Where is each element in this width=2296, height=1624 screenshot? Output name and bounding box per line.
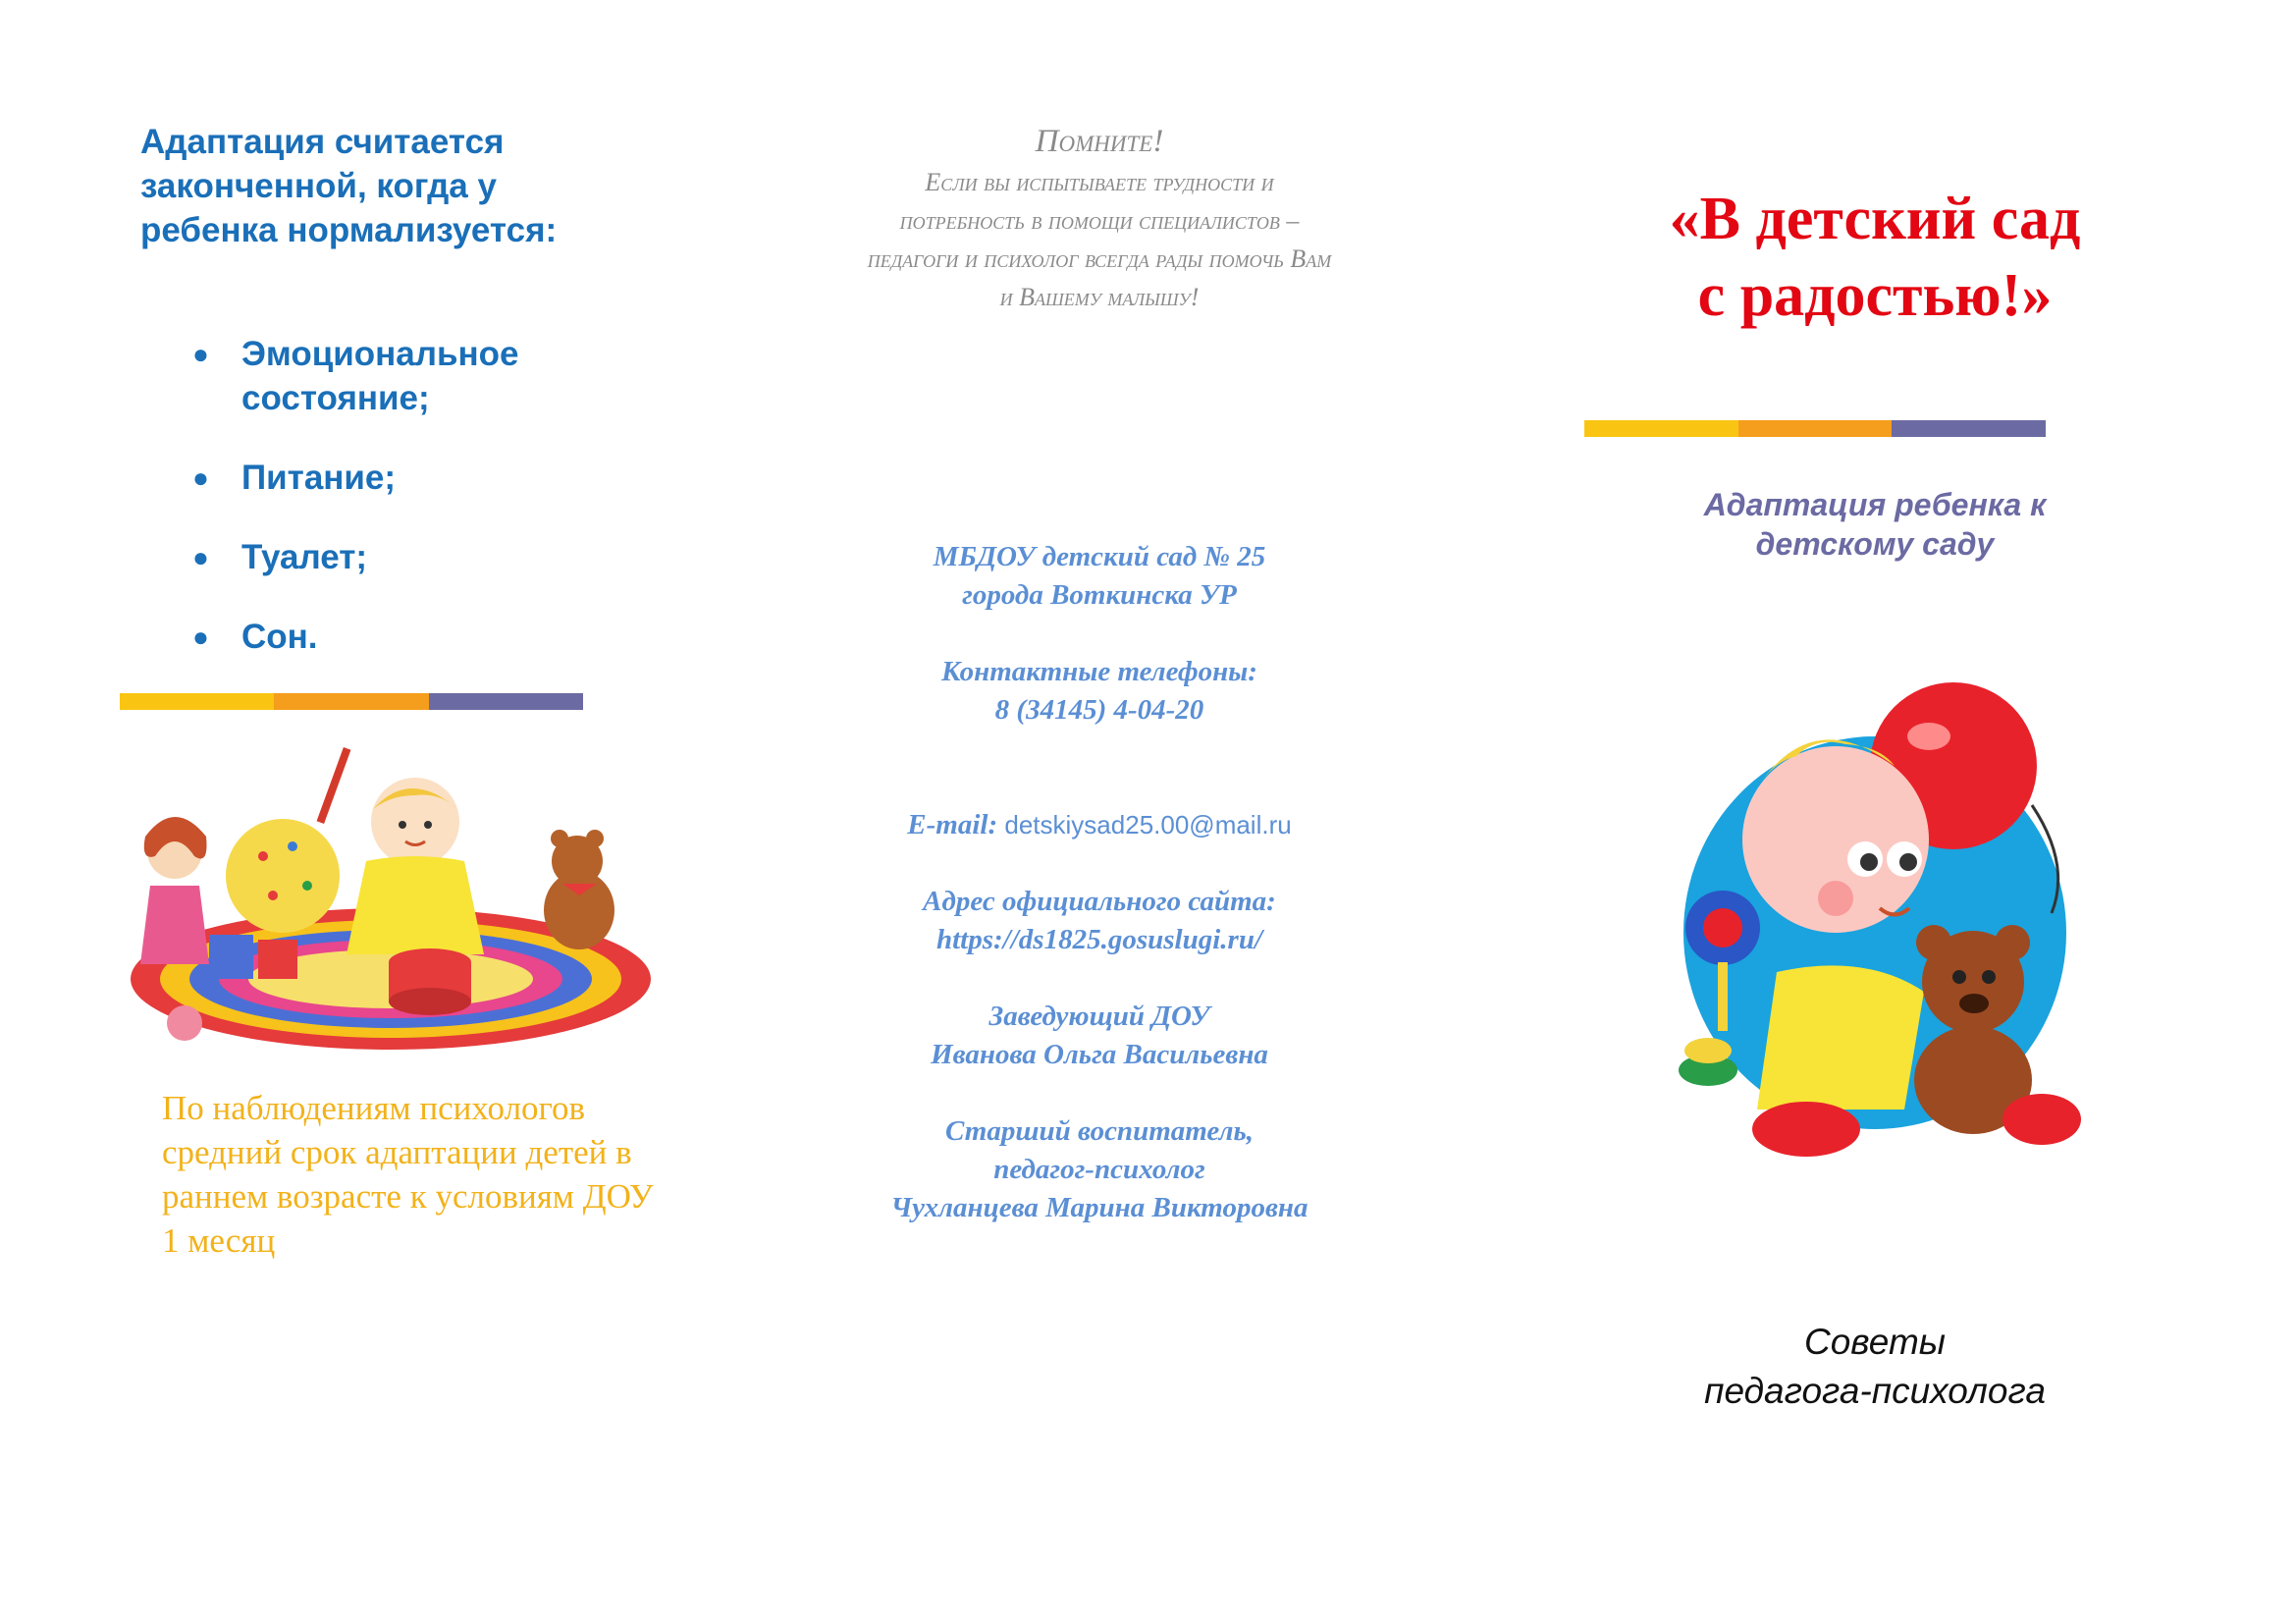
middle-panel xyxy=(766,0,1531,1624)
right-panel xyxy=(1531,0,2296,1624)
adaptation-period-note: По наблюдениям психологов средний срок адаптации детей в раннем возрасте к условиям ДОУ 1 месяц xyxy=(162,1089,654,1260)
stripe-segment-orange xyxy=(274,693,428,710)
list-item xyxy=(187,332,628,420)
list-item-label: Питание; xyxy=(241,459,397,497)
stripe-segment-yellow xyxy=(120,693,274,710)
phone-number: 8 (34145) 4-04-20 xyxy=(994,694,1204,726)
org-line-2: города Воткинска УР xyxy=(962,579,1237,611)
remember-body: Если вы испытываете трудности и потребность в помощи специалистов – педагоги и психолог всегда рады помочь Вам и Вашему малышу! xyxy=(867,168,1332,311)
remember-title: Помните! xyxy=(1035,124,1164,159)
stripe-segment-purple xyxy=(1892,420,2046,437)
color-stripe-divider xyxy=(1584,420,2046,437)
email-line xyxy=(825,806,1374,844)
head-label: Заведующий ДОУ xyxy=(988,1001,1210,1032)
brochure-subtitle xyxy=(1610,485,2140,564)
subtitle-line-1: Адаптация ребенка к xyxy=(1703,487,2047,522)
adaptation-criteria-list xyxy=(187,332,628,694)
site-link[interactable]: https://ds1825.gosuslugi.ru/ xyxy=(936,924,1262,955)
children-toys-illustration xyxy=(116,738,666,1062)
email-label: E-mail: xyxy=(907,809,998,840)
list-item xyxy=(187,535,628,579)
adaptation-heading: Адаптация считается законченной, когда у ребенка нормализуется: xyxy=(140,123,558,249)
stripe-segment-orange xyxy=(1738,420,1893,437)
advice-line-1: Советы xyxy=(1803,1322,1946,1362)
site-label: Адрес официального сайта: xyxy=(923,886,1276,917)
brochure-title xyxy=(1580,181,2169,334)
title-line-2: с радостью!» xyxy=(1697,262,2053,329)
email-link[interactable]: detskiysad25.00@mail.ru xyxy=(1004,810,1292,839)
contact-info xyxy=(825,538,1374,1227)
stripe-segment-purple xyxy=(429,693,583,710)
list-item xyxy=(187,456,628,500)
org-line-1: МБДОУ детский сад № 25 xyxy=(933,541,1266,572)
senior-label-2: педагог-психолог xyxy=(993,1154,1205,1185)
bullet-dot-icon: ● xyxy=(192,542,209,572)
bullet-dot-icon: ● xyxy=(192,339,209,369)
title-line-1: «В детский сад xyxy=(1669,186,2081,252)
baby-balloon-teddy-illustration xyxy=(1669,668,2091,1159)
color-stripe-divider xyxy=(120,693,583,710)
list-item-label: Туалет; xyxy=(241,538,368,576)
bullet-dot-icon: ● xyxy=(192,622,209,652)
bullet-dot-icon: ● xyxy=(192,462,209,493)
senior-name: Чухланцева Марина Викторовна xyxy=(890,1192,1308,1223)
list-item-label: Сон. xyxy=(241,618,318,656)
senior-label-1: Старший воспитатель, xyxy=(945,1115,1254,1147)
list-item-label: Эмоциональное состояние; xyxy=(241,335,519,417)
list-item xyxy=(187,615,628,659)
advice-line-2: педагога-психолога xyxy=(1704,1371,2046,1411)
subtitle-line-2: детскому саду xyxy=(1755,526,1995,562)
phones-label: Контактные телефоны: xyxy=(941,656,1257,687)
head-name: Иванова Ольга Васильевна xyxy=(931,1039,1268,1070)
advice-caption xyxy=(1610,1318,2140,1416)
stripe-segment-yellow xyxy=(1584,420,1738,437)
remember-note xyxy=(864,120,1335,316)
